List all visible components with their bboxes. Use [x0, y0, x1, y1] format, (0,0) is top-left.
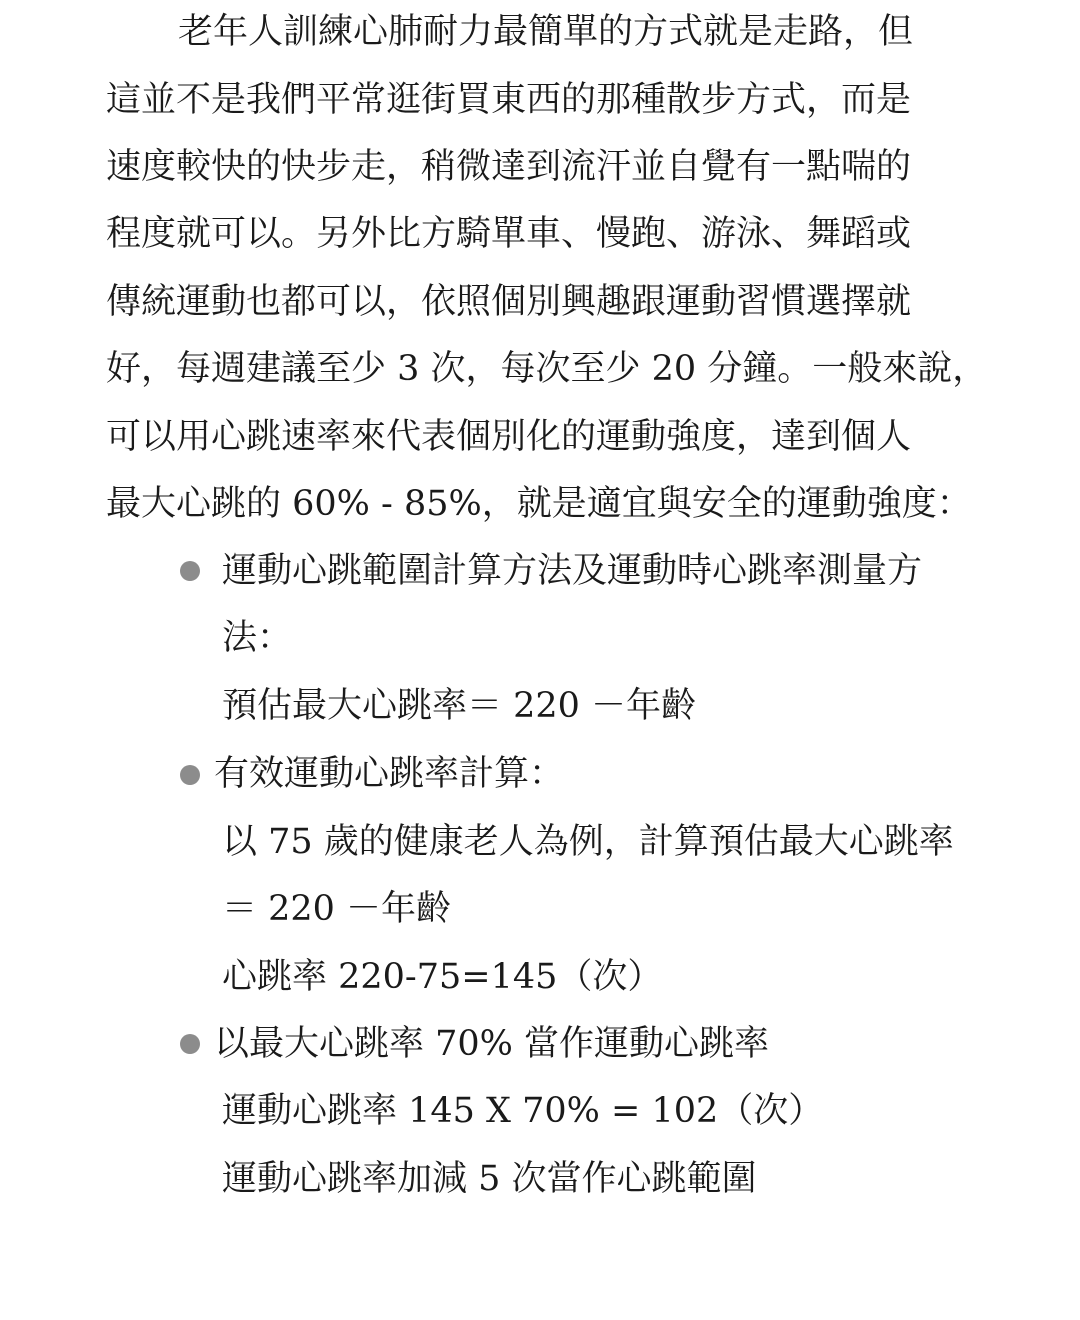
list-item-heading: 法： [222, 618, 293, 658]
bullet-dot-icon [180, 1034, 200, 1054]
list-item-body: 運動心跳率 145 X 70% = 102（次） [222, 1091, 824, 1131]
list-item-heading: 以最大心跳率 70% 當作運動心跳率 [214, 1024, 770, 1064]
paragraph-line: 最大心跳的 60% - 85%，就是適宜與安全的運動強度： [106, 484, 972, 524]
paragraph-line: 這並不是我們平常逛街買東西的那種散步方式，而是 [106, 80, 912, 120]
paragraph-line: 老年人訓練心肺耐力最簡單的方式就是走路，但 [178, 12, 914, 52]
list-item-body: 預估最大心跳率＝ 220 －年齡 [222, 686, 697, 726]
paragraph-line: 傳統運動也都可以，依照個別興趣跟運動習慣選擇就 [106, 282, 912, 322]
list-item-body: 心跳率 220-75=145（次） [222, 957, 663, 997]
paragraph-line: 好，每週建議至少 3 次，每次至少 20 分鐘。一般來說， [106, 349, 988, 389]
list-item-body: 運動心跳率加減 5 次當作心跳範圍 [222, 1159, 757, 1199]
bullet-dot-icon [180, 765, 200, 785]
paragraph-line: 可以用心跳速率來代表個別化的運動強度，達到個人 [106, 417, 912, 457]
list-item-heading: 運動心跳範圍計算方法及運動時心跳率測量方 [222, 551, 923, 591]
list-item-body: ＝ 220 －年齡 [222, 889, 452, 929]
list-item-body: 以 75 歲的健康老人為例，計算預估最大心跳率 [222, 822, 954, 862]
paragraph-line: 速度較快的快步走，稍微達到流汗並自覺有一點喘的 [106, 147, 912, 187]
list-item-heading: 有效運動心跳率計算： [214, 754, 565, 794]
bullet-dot-icon [180, 561, 200, 581]
paragraph-line: 程度就可以。另外比方騎單車、慢跑、游泳、舞蹈或 [106, 214, 912, 254]
